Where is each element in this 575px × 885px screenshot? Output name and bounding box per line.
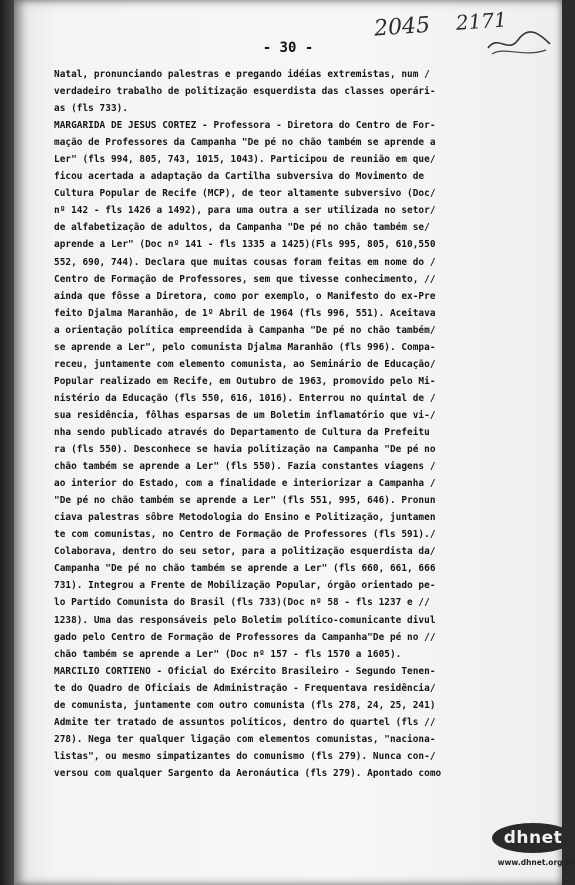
handwritten-number-1: 2045: [373, 12, 431, 42]
dhnet-url: www.dhnet.org.br: [497, 858, 575, 867]
text-line: te do Quadro de Oficiais de Administração - Frequentava residência/: [54, 682, 436, 694]
text-line: ao interior do Estado, com a finalidade e interiorizar a Campanha /: [54, 478, 436, 490]
text-line: se aprende a Ler", pelo comunista Djalma Maranhão (fls 996). Compa-: [54, 341, 436, 353]
text-line: verdadeiro trabalho de politização esquerdista das classes operári-: [54, 86, 436, 98]
text-line-entry-heading: MARGARIDA DE JESUS CORTEZ - Professora - Diretora do Centro de For-: [54, 120, 436, 132]
text-line: ra (fls 550). Desconhece se havia politização na Campanha "De pé no: [54, 444, 436, 456]
text-line: lo Partido Comunista do Brasil (fls 733)(Doc nº 58 - fls 1237 e //: [54, 597, 430, 609]
page-number: - 30 -: [262, 40, 314, 56]
text-line: 552, 690, 744). Declara que muitas cousas foram feitas em nome do /: [54, 256, 436, 268]
text-line: nistério da Educação (fls 550, 616, 1016). Enterrou no quintal de /: [54, 392, 436, 404]
text-line: 1238). Uma das responsáveis pelo Boletim político-comunicante divul: [54, 614, 436, 626]
text-line: Centro de Formação de Professores, sem que tivesse conhecimento, //: [54, 273, 436, 285]
text-line: Colaborava, dentro do seu setor, para a politização esquerdista da/: [54, 546, 436, 558]
text-line: listas", ou mesmo simpatizantes do comunismo (fls 279). Nunca con-/: [54, 750, 436, 762]
text-line: nº 142 - fls 1426 a 1492), para uma outra a ser utilizada no setor/: [54, 205, 436, 217]
text-line: gado pelo Centro de Formação de Professores da Campanha"De pé no //: [54, 631, 436, 643]
text-line: Cultura Popular de Recife (MCP), de teor altamente subversivo (Doc/: [54, 188, 436, 200]
text-line: te com comunistas, no Centro de Formação de Professores (fls 591)./: [54, 529, 436, 541]
text-line: 278). Nega ter qualquer ligação com elementos comunistas, "naciona-: [54, 733, 436, 745]
text-line: Ler" (fls 994, 805, 743, 1015, 1043). Participou de reunião em que/: [54, 154, 436, 166]
text-line: 731). Integrou a Frente de Mobilização Popular, órgão orientado pe-: [54, 580, 436, 592]
text-line: ciava palestras sôbre Metodologia do Ensino e Politização, juntamen: [54, 512, 436, 524]
handwritten-number-2: 2171: [455, 7, 508, 35]
text-line: ainda que fôsse a Diretora, como por exemplo, o Manifesto do ex-Pre: [54, 290, 436, 302]
dhnet-logo: dhnet: [492, 823, 574, 853]
text-line: "De pé no chão também se aprende a Ler" (fls 551, 995, 646). Pronun: [54, 495, 436, 507]
text-line: Popular realizado em Recife, em Outubro de 1963, promovido pelo Mi-: [54, 375, 436, 387]
text-line: mação de Professores da Campanha "De pé no chão também se aprende a: [54, 137, 436, 149]
text-line: Campanha "De pé no chão também se aprende a Ler" (fls 660, 661, 666: [54, 563, 436, 575]
text-line: feito Djalma Maranhão, de 1º Abril de 1964 (fls 996, 551). Aceitava: [54, 307, 436, 319]
text-line: receu, juntamente com elemento comunista, ao Seminário de Educação/: [54, 358, 436, 370]
text-line-entry-heading: MARCILIO CORTIENO - Oficial do Exército Brasileiro - Segundo Tenen-: [54, 665, 436, 677]
text-line: versou com qualquer Sargento da Aeronáutica (fls 279). Apontado como: [54, 767, 442, 779]
scan-left-edge: [0, 0, 14, 885]
text-line: chão também se aprende a Ler" (Doc nº 157 - fls 1570 a 1605).: [54, 648, 402, 660]
text-line: Admite ter tratado de assuntos políticos, dentro do quartel (fls //: [54, 716, 436, 728]
document-page: [14, 0, 575, 885]
text-line: de comunista, juntamente com outro comunista (fls 278, 24, 25, 241): [54, 699, 436, 711]
text-line: as (fls 733).: [54, 103, 129, 115]
text-line: nha sendo publicado através do Departamento de Cultura da Prefeitu: [54, 426, 430, 438]
text-line: de alfabetização de adultos, da Campanha "De pé no chão também se/: [54, 222, 430, 234]
text-line: chão também se aprende a Ler" (fls 550). Fazia constantes viagens /: [54, 461, 436, 473]
text-line: Natal, pronunciando palestras e pregando idéias extremistas, num /: [54, 69, 430, 80]
text-line: aprende a Ler" (Doc nº 141 - fls 1335 a 1425)(Fls 995, 805, 610,550: [54, 239, 436, 251]
text-line: a orientação política empreendida à Campanha "De pé no chão também/: [54, 324, 436, 336]
document-body: [54, 66, 554, 782]
text-line: sua residência, fôlhas esparsas de um Boletim inflamatório que vi-/: [54, 409, 436, 421]
text-line: ficou acertada a adaptação da Cartilha subversiva do Movimento de: [54, 171, 425, 183]
